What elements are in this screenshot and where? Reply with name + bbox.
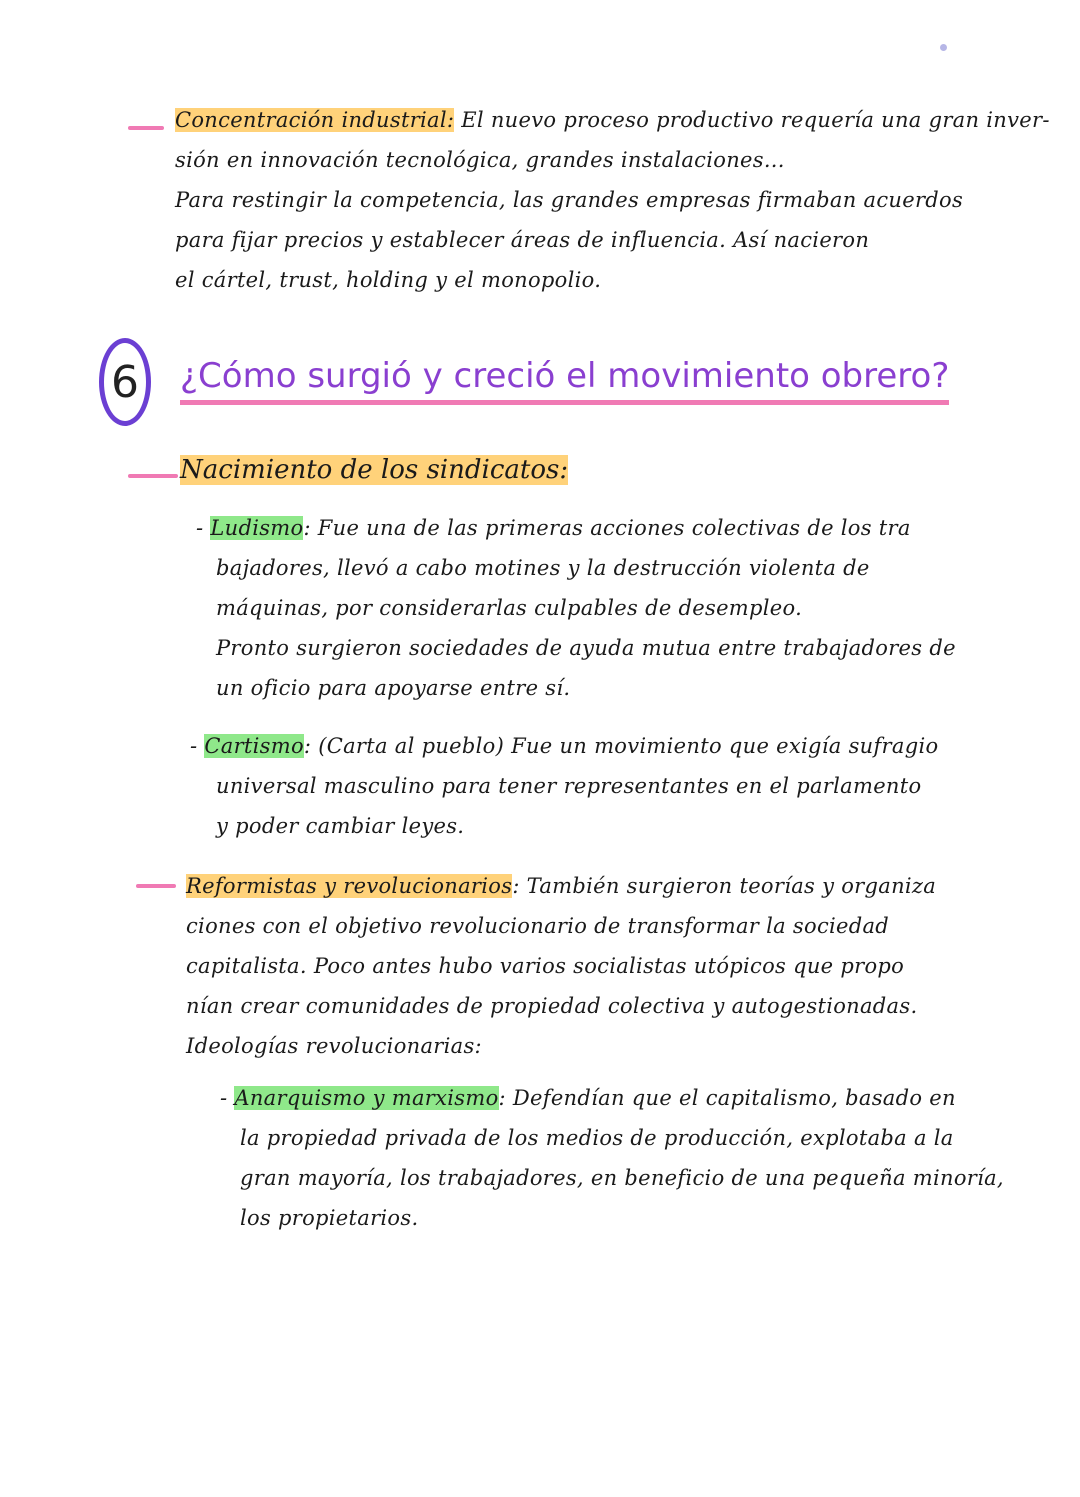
- text-line: la propiedad privada de los medios de producción, explotaba a la: [240, 1126, 954, 1150]
- text-line: y poder cambiar leyes.: [216, 814, 465, 838]
- text-line: ciones con el objetivo revolucionario de transformar la sociedad: [186, 914, 890, 938]
- ludismo-label: Ludismo: [210, 516, 304, 540]
- ink-dot: [940, 44, 947, 51]
- text-line: los propietarios.: [240, 1206, 419, 1230]
- cartismo-label: Cartismo: [204, 734, 304, 758]
- section-title: [180, 356, 949, 396]
- text-line: sión en innovación tecnológica, grandes instalaciones...: [175, 148, 785, 172]
- text-line: para fijar precios y establecer áreas de influencia. Así nacieron: [175, 228, 870, 252]
- text-line: gran mayoría, los trabajadores, en beneficio de una pequeña minoría,: [240, 1166, 1004, 1190]
- sindicatos-heading: Nacimiento de los sindicatos:: [180, 455, 569, 485]
- anarquismo-paragraph: - Anarquismo y marxismo: Defendían que el capitalismo, basado en la propiedad privada de los medios de producción, explotaba a la gran mayoría, los trabajadores, en beneficio de una pequeña minoría, los propietarios.: [220, 1078, 1004, 1238]
- text-line: : También surgieron teorías y organiza: [512, 874, 937, 898]
- ideologias-subheading: Ideologías revolucionarias:: [186, 1034, 482, 1058]
- ludismo-paragraph: - Ludismo: Fue una de las primeras acciones colectivas de los tra bajadores, llevó a cabo motines y la destrucción violenta de máquinas, por considerarlas culpables de desempleo. Pronto surgieron sociedades de ayuda mutua entre trabajadores de un oficio para apoyarse entre sí.: [196, 508, 956, 708]
- text-line: : Defendían que el capitalismo, basado en: [498, 1086, 956, 1110]
- text-line: El nuevo proceso productivo requería una gran inver-: [454, 108, 1050, 132]
- bullet-dash: [136, 884, 176, 888]
- reformistas-paragraph: [186, 866, 936, 1066]
- concentracion-label: Concentración industrial:: [175, 108, 455, 132]
- reformistas-label: Reformistas y revolucionarios: [186, 874, 513, 898]
- text-line: Para restingir la competencia, las grandes empresas firmaban acuerdos: [175, 188, 964, 212]
- text-line: el cártel, trust, holding y el monopolio.: [175, 268, 602, 292]
- text-line: : (Carta al pueblo) Fue un movimiento que exigía sufragio: [303, 734, 939, 758]
- concentracion-paragraph: [175, 100, 1050, 300]
- text-line: máquinas, por considerarlas culpables de desempleo.: [216, 596, 803, 620]
- section-title-text: ¿Cómo surgió y creció el movimiento obrero?: [180, 356, 949, 405]
- anarquismo-label: Anarquismo y marxismo: [234, 1086, 499, 1110]
- section-number: 6: [111, 357, 139, 408]
- text-line: nían crear comunidades de propiedad colectiva y autogestionadas.: [186, 994, 918, 1018]
- text-line: un oficio para apoyarse entre sí.: [216, 676, 571, 700]
- text-line: bajadores, llevó a cabo motines y la destrucción violenta de: [216, 556, 870, 580]
- text-line: universal masculino para tener representantes en el parlamento: [216, 774, 922, 798]
- text-line: capitalista. Poco antes hubo varios socialistas utópicos que propo: [186, 954, 905, 978]
- text-line: Pronto surgieron sociedades de ayuda mutua entre trabajadores de: [216, 636, 956, 660]
- text-line: : Fue una de las primeras acciones colectivas de los tra: [303, 516, 911, 540]
- bullet-dash: [128, 474, 178, 478]
- cartismo-paragraph: - Cartismo: (Carta al pueblo) Fue un movimiento que exigía sufragio universal masculino para tener representantes en el parlamento y poder cambiar leyes.: [190, 726, 938, 846]
- section-number-circle: [99, 338, 151, 426]
- bullet-dash: [128, 126, 164, 130]
